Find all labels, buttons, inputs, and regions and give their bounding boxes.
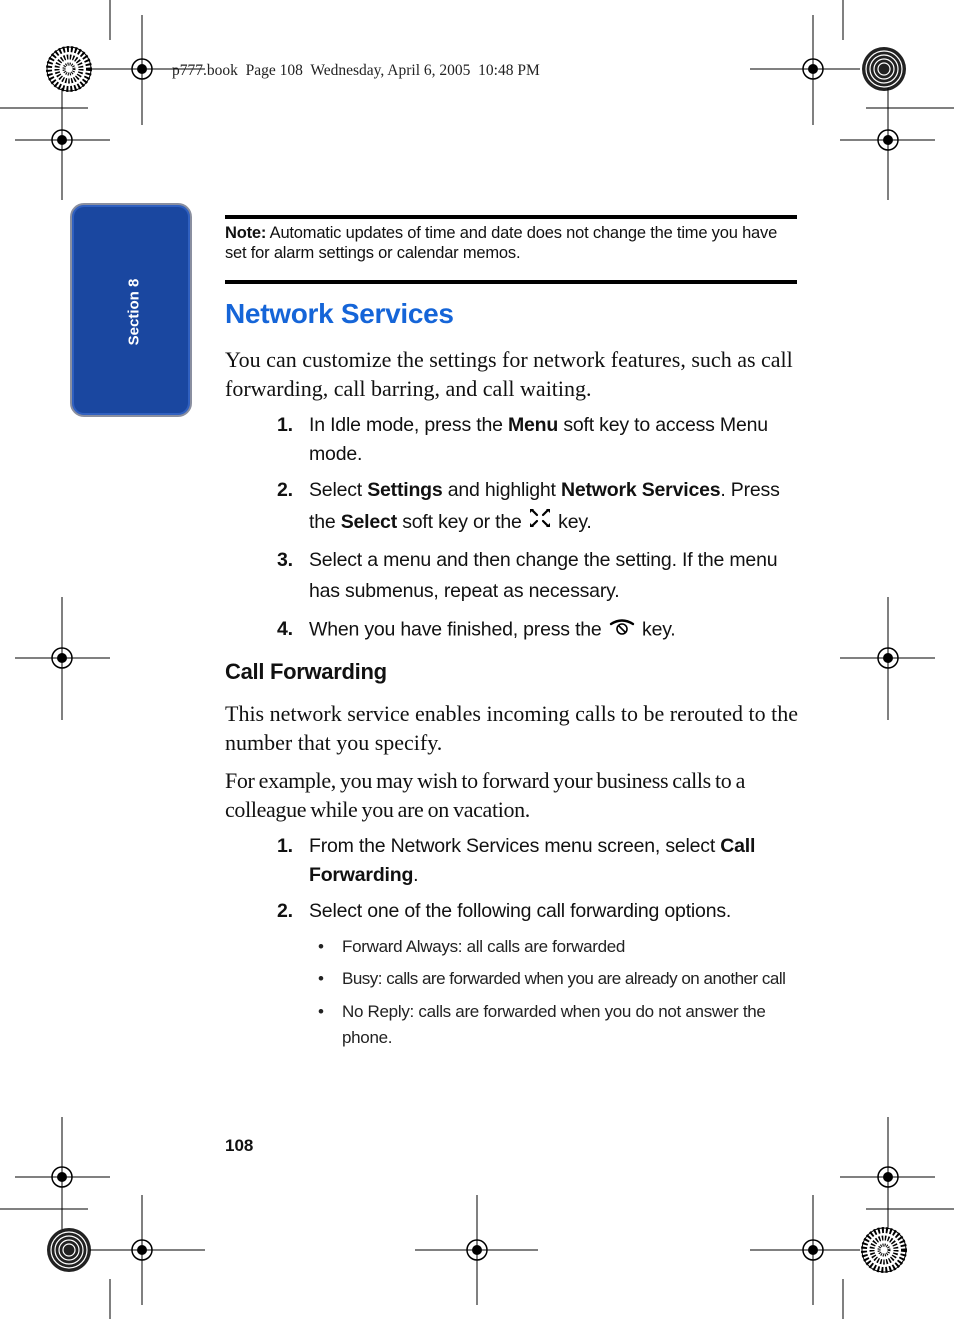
- note-label: Note:: [225, 224, 267, 242]
- step-number: 2.: [277, 479, 293, 501]
- ns-step-4: 4. When you have finished, press the key.: [277, 615, 797, 646]
- step-number: 4.: [277, 618, 293, 640]
- page-number: 108: [225, 1136, 254, 1155]
- note: [225, 223, 797, 263]
- cf-bullet-1: • Forward Always: all calls are forwarded: [318, 937, 626, 956]
- call-forwarding-para-1: This network service enables incoming calls to be rerouted to the number that you specify.: [225, 701, 799, 755]
- step-number: 1.: [277, 835, 293, 857]
- network-services-intro: You can customize the settings for network features, such as call forwarding, call barring, and call waiting.: [225, 347, 793, 401]
- cf-step-2: 2. Select one of the following call forwarding options.: [277, 897, 797, 926]
- cf-bullet-2: • Busy: calls are forwarded when you are already on another call: [318, 969, 786, 988]
- print-header: p777.book Page 108 Wednesday, April 6, 2005 10:48 PM: [172, 62, 540, 79]
- ns-step-3: 3. Select a menu and then change the setting. If the menu has submenus, repeat as necessary.: [277, 545, 797, 607]
- note-text: Automatic updates of time and date does not change the time you have set for alarm settings or calendar memos.: [225, 224, 778, 262]
- section-tab-label: Section 8: [125, 278, 143, 346]
- cf-bullet-3: • No Reply: calls are forwarded when you do not answer the phone.: [318, 1002, 766, 1047]
- call-forwarding-heading: Call Forwarding: [225, 659, 387, 684]
- end-call-key-icon: [607, 615, 637, 646]
- ns-step-2: 2. Select Settings and highlight Network Services. Press the Select soft key or the key.: [277, 475, 797, 540]
- navigation-key-icon: [527, 506, 553, 540]
- step-number: 1.: [277, 414, 293, 436]
- network-services-heading: Network Services: [225, 298, 454, 329]
- step-number: 3.: [277, 549, 293, 571]
- call-forwarding-para-2: For example, you may wish to forward your business calls to a colleague while you are on vacation.: [225, 768, 745, 822]
- step-number: 2.: [277, 900, 293, 922]
- note-bottom-rule: [225, 280, 797, 284]
- note-top-rule: [225, 215, 797, 219]
- cf-step-1: 1. From the Network Services menu screen, select Call Forwarding.: [277, 832, 797, 890]
- ns-step-1: 1. In Idle mode, press the Menu soft key to access Menu mode.: [277, 411, 797, 469]
